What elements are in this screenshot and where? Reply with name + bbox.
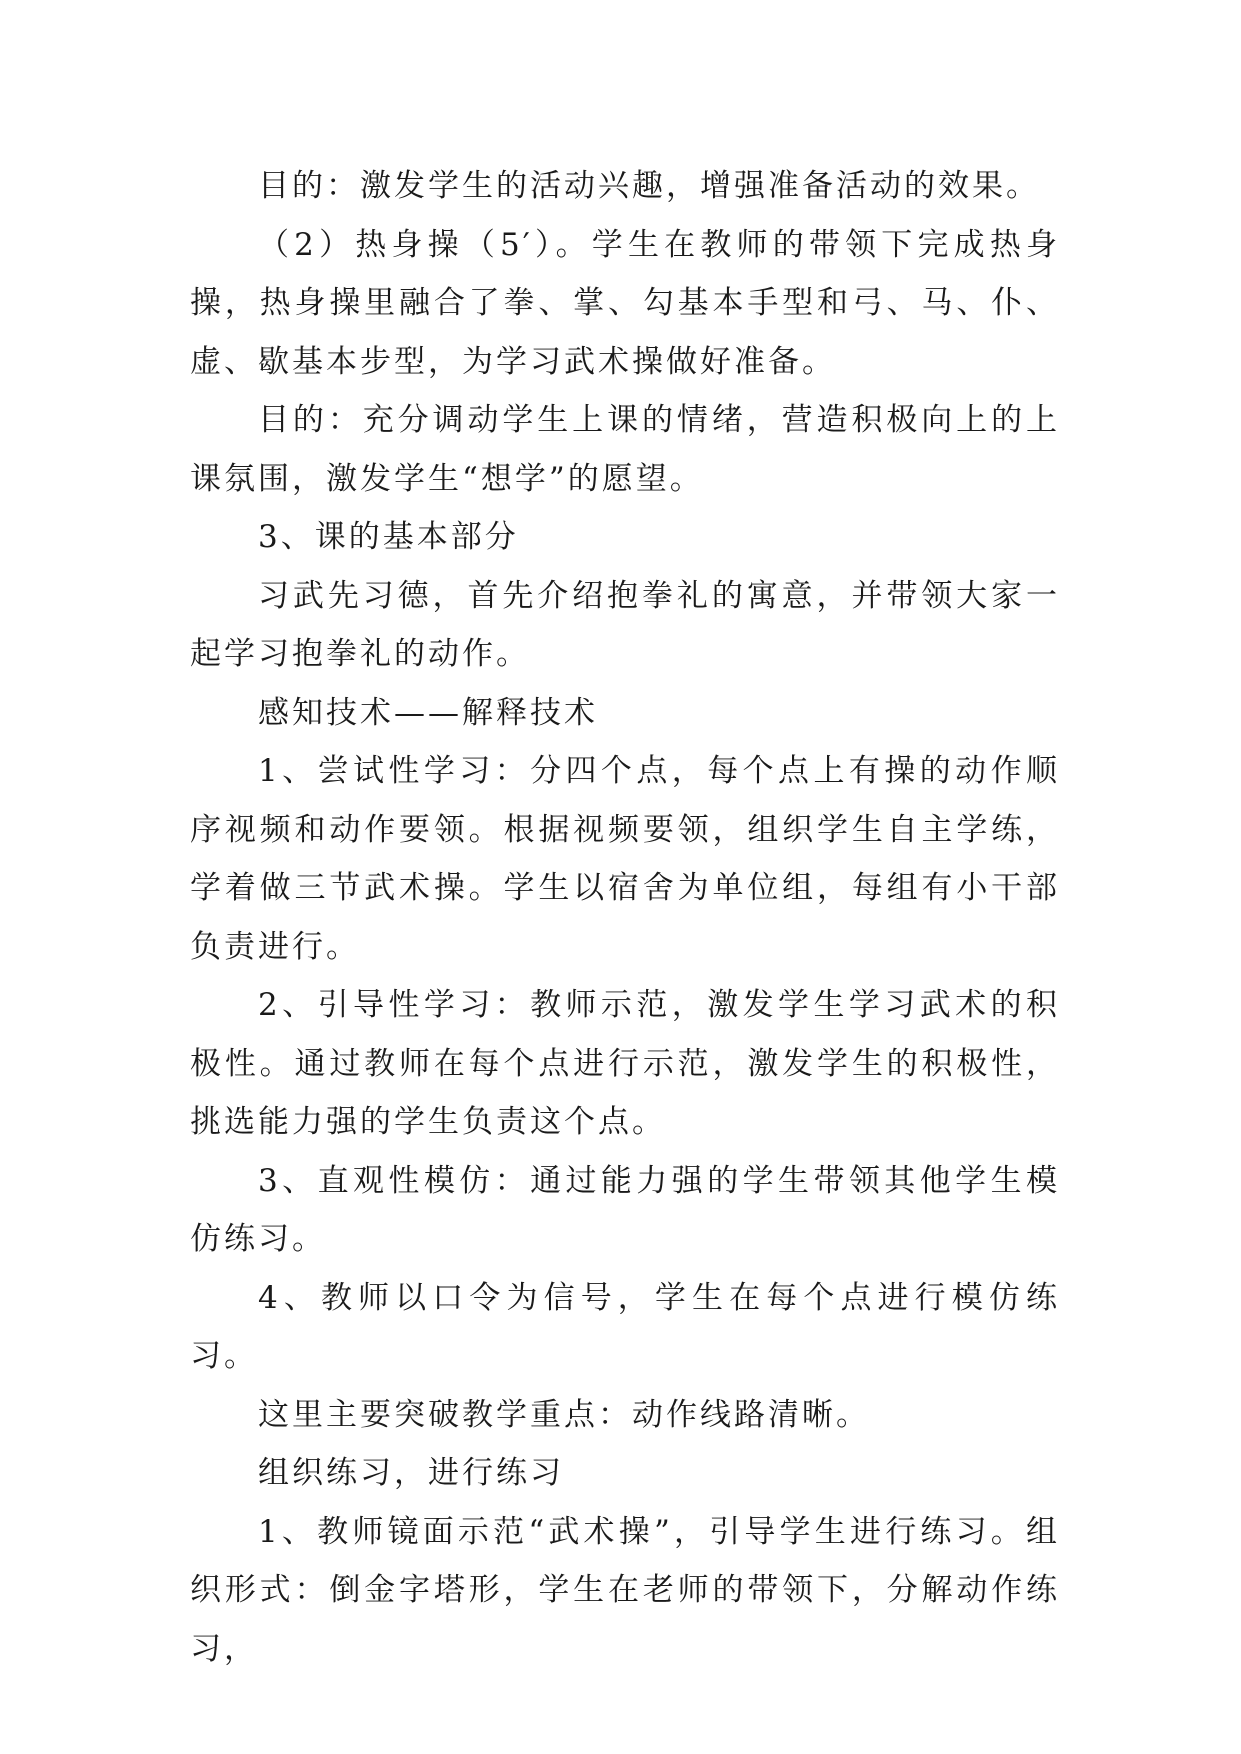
- document-body: [190, 157, 1060, 1678]
- paragraph-section-basic-part: 3、课的基本部分: [258, 519, 519, 555]
- paragraph-command-signal: 4、教师以口令为信号，学生在每个点进行模仿练习。: [190, 1279, 1060, 1374]
- paragraph-mirror-demo: 1、教师镜面示范“武术操”，引导学生进行练习。组织形式：倒金字塔形，学生在老师的带领下，分解动作练习，: [190, 1513, 1060, 1667]
- paragraph-purpose-2: 目的：充分调动学生上课的情绪，营造积极向上的上课氛围，激发学生“想学”的愿望。: [190, 402, 1060, 497]
- paragraph-perceive-technique: 感知技术——解释技术: [258, 694, 598, 731]
- paragraph-warmup-exercise: （2）热身操（5′）。学生在教师的带领下完成热身操，热身操里融合了拳、掌、勾基本手型和弓、马、仆、虚、歇基本步型，为学习武术操做好准备。: [190, 226, 1060, 380]
- paragraph-purpose-1: 目的：激发学生的活动兴趣，增强准备活动的效果。: [258, 168, 1040, 204]
- paragraph-visual-imitation: 3、直观性模仿：通过能力强的学生带领其他学生模仿练习。: [190, 1162, 1060, 1257]
- paragraph-guided-learning: 2、引导性学习：教师示范，激发学生学习武术的积极性。通过教师在每个点进行示范，激发学生的积极性，挑选能力强的学生负责这个点。: [190, 987, 1060, 1140]
- paragraph-martial-etiquette: 习武先习德，首先介绍抱拳礼的寓意，并带领大家一起学习抱拳礼的动作。: [190, 577, 1060, 672]
- paragraph-trial-learning: 1、尝试性学习：分四个点，每个点上有操的动作顺序视频和动作要领。根据视频要领，组织学生自主学练，学着做三节武术操。学生以宿舍为单位组，每组有小干部负责进行。: [190, 753, 1060, 965]
- paragraph-key-point: 这里主要突破教学重点：动作线路清晰。: [258, 1396, 870, 1433]
- paragraph-organize-practice: 组织练习，进行练习: [258, 1455, 564, 1491]
